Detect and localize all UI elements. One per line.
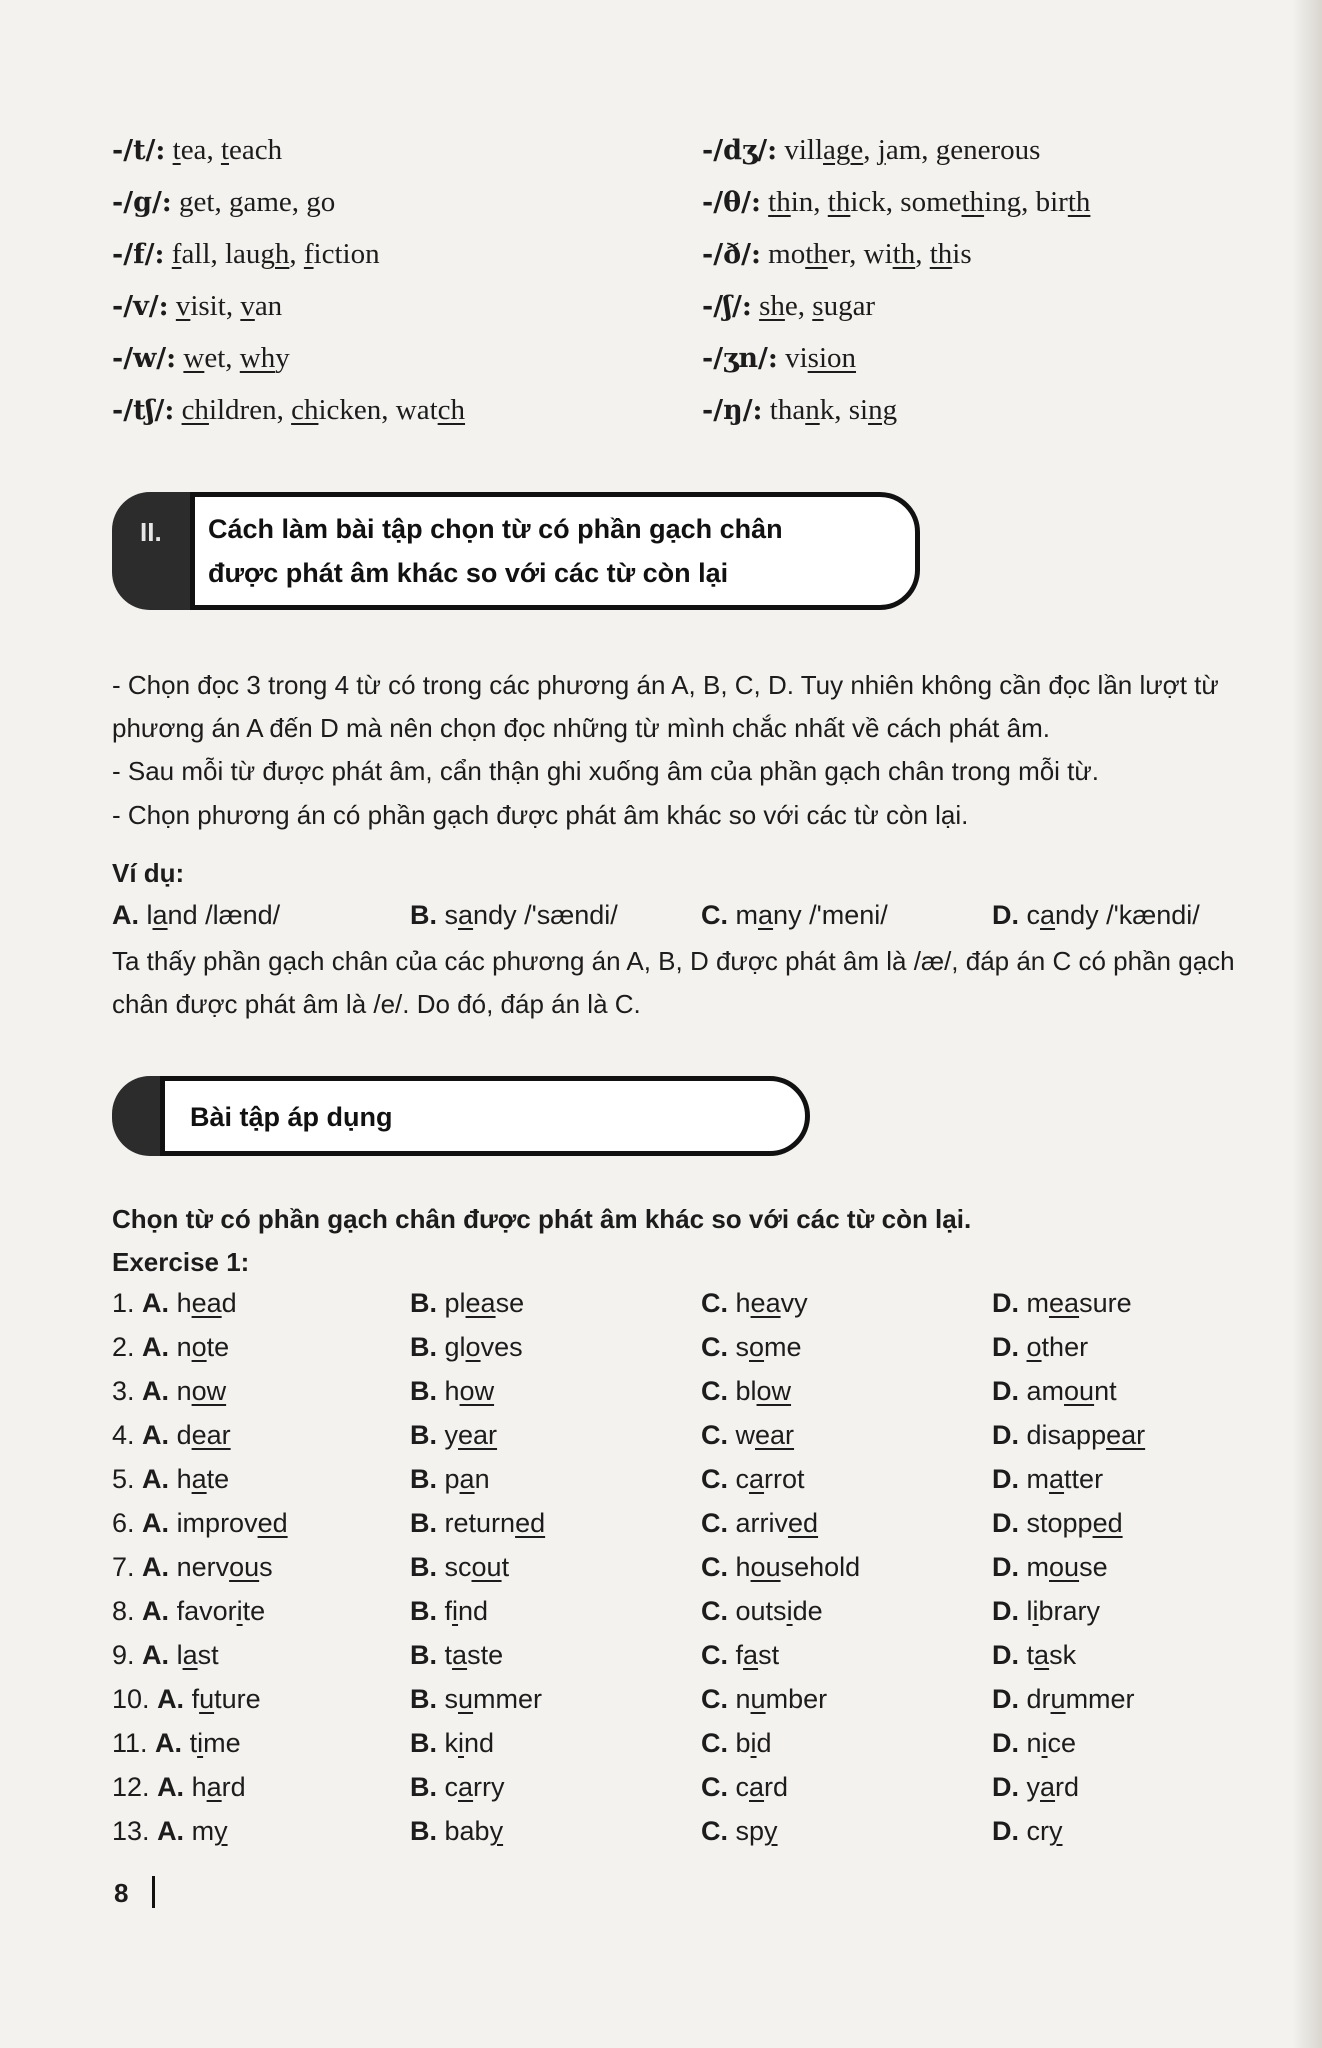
answer-option: D. library — [992, 1596, 1101, 1626]
option-letter: D. — [992, 900, 1019, 930]
phonetic-row — [702, 132, 1040, 169]
task-instruction: Chọn từ có phần gạch chân được phát âm khác so với các từ còn lại. — [112, 1204, 972, 1234]
question-row — [112, 1332, 1212, 1372]
underlined-part: ed — [515, 1508, 546, 1538]
option-letter: D. — [992, 1508, 1019, 1538]
example-label: Ví dụ: — [112, 858, 185, 888]
underlined-part: a — [758, 900, 774, 930]
question-number: 10. — [112, 1684, 150, 1714]
question-number: 11. — [112, 1728, 148, 1758]
underlined-part: ch — [437, 394, 466, 426]
underlined-part: th — [929, 238, 953, 270]
underlined-part: y — [764, 1816, 778, 1846]
option-letter: A. — [155, 1728, 183, 1758]
answer-option: D. nice — [992, 1728, 1077, 1758]
question-row — [112, 1640, 1212, 1680]
option-letter: A. — [142, 1464, 170, 1494]
underlined-part: sion — [807, 342, 857, 374]
option-letter: D. — [992, 1684, 1019, 1714]
option-letter: D. — [992, 1464, 1019, 1494]
question-number: 1. — [112, 1288, 135, 1318]
option-letter: C. — [701, 1640, 728, 1670]
underlined-part: sh — [759, 290, 785, 322]
example-options — [112, 900, 1212, 940]
question-row — [112, 1772, 1212, 1812]
example-option: A. land /lænd/ — [112, 900, 281, 930]
option-letter: B. — [410, 1420, 437, 1450]
question-row — [112, 1816, 1212, 1856]
underlined-part: y — [489, 1816, 504, 1846]
example-option: B. sandy /'sændi/ — [410, 900, 618, 930]
option-letter: B. — [410, 900, 437, 930]
answer-option: D. cry — [992, 1816, 1063, 1846]
answer-option: 10. A. future — [112, 1684, 261, 1714]
answer-option: B. scout — [410, 1552, 510, 1582]
underlined-part: ch — [291, 394, 319, 426]
option-letter: D. — [992, 1552, 1019, 1582]
question-row — [112, 1728, 1212, 1768]
option-letter: D. — [992, 1816, 1019, 1846]
underlined-part: ea — [465, 1288, 496, 1318]
answer-option: 7. A. nervous — [112, 1552, 273, 1582]
underlined-part: gh — [260, 238, 290, 270]
section-number: II. — [140, 517, 162, 547]
answer-option: B. find — [410, 1596, 489, 1626]
option-letter: A. — [142, 1640, 170, 1670]
answer-option: 13. A. my — [112, 1816, 228, 1846]
answer-option: C. heavy — [701, 1288, 808, 1318]
phonetic-examples: village, jam, generous — [784, 134, 1041, 166]
option-letter: B. — [410, 1508, 437, 1538]
answer-option: C. fast — [701, 1640, 780, 1670]
phonetic-examples: she, sugar — [759, 290, 876, 322]
instruction-3: - Chọn phương án có phần gạch được phát âm khác so với các từ còn lại. — [112, 800, 969, 830]
underlined-part: u — [750, 1684, 766, 1714]
option-letter: A. — [142, 1288, 170, 1318]
option-letter: D. — [992, 1420, 1019, 1450]
option-letter: B. — [410, 1684, 437, 1714]
option-letter: C. — [701, 1332, 728, 1362]
option-letter: D. — [992, 1288, 1019, 1318]
answer-option: D. measure — [992, 1288, 1132, 1318]
option-letter: C. — [701, 1508, 728, 1538]
answer-option: 6. A. improved — [112, 1508, 288, 1538]
underlined-part: a — [459, 1464, 475, 1494]
option-letter: B. — [410, 1640, 437, 1670]
option-letter: D. — [992, 1772, 1019, 1802]
underlined-part: f — [171, 238, 182, 270]
answer-option: B. gloves — [410, 1332, 523, 1362]
answer-option: 12. A. hard — [112, 1772, 246, 1802]
answer-option: B. carry — [410, 1772, 505, 1802]
underlined-part: v — [175, 290, 191, 322]
instruction-2: - Sau mỗi từ được phát âm, cẩn thận ghi xuống âm của phần gạch chân trong mỗi từ. — [112, 756, 1100, 786]
option-letter: A. — [142, 1332, 170, 1362]
answer-option: 2. A. note — [112, 1332, 230, 1362]
underlined-part: a — [452, 1640, 468, 1670]
phonetic-row — [702, 236, 972, 273]
answer-option: C. carrot — [701, 1464, 805, 1494]
option-letter: B. — [410, 1464, 437, 1494]
underlined-part: j — [877, 134, 886, 166]
answer-option: 3. A. now — [112, 1376, 227, 1406]
option-letter: B. — [410, 1772, 437, 1802]
question-row — [112, 1376, 1212, 1416]
phonetic-row — [112, 236, 380, 273]
option-letter: C. — [701, 1728, 728, 1758]
answer-option: B. baby — [410, 1816, 504, 1846]
underlined-part: ou — [1064, 1376, 1095, 1406]
answer-option: B. pan — [410, 1464, 490, 1494]
question-number: 9. — [112, 1640, 135, 1670]
underlined-part: u — [458, 1684, 474, 1714]
underlined-part: y — [1049, 1816, 1063, 1846]
underlined-part: ou — [471, 1552, 502, 1582]
underlined-part: i — [458, 1728, 465, 1758]
phonetic-examples: get, game, go — [179, 186, 336, 218]
underlined-part: age — [823, 134, 864, 166]
underlined-part: ed — [1092, 1508, 1123, 1538]
option-letter: A. — [157, 1684, 185, 1714]
option-letter: A. — [142, 1552, 170, 1582]
answer-option: C. wear — [701, 1420, 795, 1450]
phonetic-examples: children, chicken, watch — [181, 394, 466, 426]
question-number: 5. — [112, 1464, 135, 1494]
phonetic-examples: thin, thick, something, birth — [768, 186, 1091, 218]
question-row — [112, 1596, 1212, 1636]
underlined-part: ear — [1106, 1420, 1146, 1450]
phonetic-row — [112, 184, 335, 221]
underlined-part: a — [1040, 900, 1056, 930]
option-letter: D. — [992, 1728, 1019, 1758]
exercise-title: Exercise 1: — [112, 1247, 250, 1277]
answer-option: D. yard — [992, 1772, 1080, 1802]
underlined-part: i — [197, 1728, 204, 1758]
option-letter: C. — [701, 1684, 728, 1714]
phonetic-symbol: -/ʃ/: — [702, 291, 752, 322]
underlined-part: ear — [755, 1420, 795, 1450]
underlined-part: th — [768, 186, 791, 218]
question-row — [112, 1288, 1212, 1328]
answer-option: B. returned — [410, 1508, 546, 1538]
phonetic-symbol: -/t/: — [112, 135, 166, 166]
phonetic-symbol: -/ð/: — [702, 239, 761, 270]
phonetic-symbol: -/f/: — [112, 239, 165, 270]
underlined-part: g — [179, 186, 194, 218]
question-number: 2. — [112, 1332, 135, 1362]
phonetic-symbol: -/dʒ/: — [702, 135, 778, 166]
underlined-part: a — [1034, 1640, 1050, 1670]
answer-option: 4. A. dear — [112, 1420, 231, 1450]
section-title-line1: Cách làm bài tập chọn từ có phần gạch chân — [208, 514, 783, 544]
underlined-part: u — [199, 1684, 215, 1714]
answer-option: C. some — [701, 1332, 802, 1362]
underlined-part: t — [172, 134, 181, 166]
phonetic-symbol: -/w/: — [112, 343, 177, 374]
underlined-part: ow — [459, 1376, 495, 1406]
example-option: C. many /'meni/ — [701, 900, 888, 930]
answer-option: D. disappear — [992, 1420, 1146, 1450]
page-number: 8 — [114, 1878, 129, 1908]
underlined-part: a — [458, 900, 474, 930]
option-letter: A. — [142, 1508, 170, 1538]
underlined-part: i — [750, 1728, 757, 1758]
answer-option: B. taste — [410, 1640, 504, 1670]
underlined-part: i — [786, 1596, 793, 1626]
question-number: 13. — [112, 1816, 150, 1846]
question-row — [112, 1684, 1212, 1724]
phonetic-symbol: -/ŋ/: — [702, 395, 763, 426]
phonetic-examples: mother, with, this — [768, 238, 972, 270]
option-letter: C. — [701, 1288, 728, 1318]
option-letter: C. — [701, 1772, 728, 1802]
answer-option: B. year — [410, 1420, 498, 1450]
underlined-part: ch — [181, 394, 209, 426]
answer-option: C. bid — [701, 1728, 772, 1758]
underlined-part: a — [1040, 1772, 1056, 1802]
option-letter: D. — [992, 1596, 1019, 1626]
underlined-part: i — [452, 1596, 459, 1626]
question-number: 7. — [112, 1552, 135, 1582]
answer-option: B. how — [410, 1376, 495, 1406]
example-explanation: Ta thấy phần gạch chân của các phương án A, B, D được phát âm là /æ/, đáp án C có phần gạch chân được phát âm là /e/. Do đó, đáp án là C. — [112, 946, 1235, 1019]
phonetic-examples: fall, laugh, fiction — [171, 238, 380, 270]
underlined-part: th — [805, 238, 828, 270]
phonetic-symbol: -/tʃ/: — [112, 395, 175, 426]
answer-option: D. amount — [992, 1376, 1117, 1406]
underlined-part: i — [1041, 1728, 1048, 1758]
underlined-part: th — [892, 238, 916, 270]
phonetic-row — [702, 288, 875, 325]
phonetic-examples: vision — [785, 342, 857, 374]
underlined-part: ear — [191, 1420, 231, 1450]
underlined-part: ed — [788, 1508, 819, 1538]
underlined-part: ou — [750, 1552, 781, 1582]
phonetic-row — [112, 288, 282, 325]
underlined-part: a — [749, 1772, 765, 1802]
underlined-part: ea — [750, 1288, 781, 1318]
instruction-1: - Chọn đọc 3 trong 4 từ có trong các phương án A, B, C, D. Tuy nhiên không cần đọc lần lượt từ phương án A đến D mà nên chọn đọc những từ mình chắc nhất về cách phát âm. — [112, 670, 1219, 743]
phonetic-symbol: -/ʒn/: — [702, 343, 778, 374]
answer-option: D. mouse — [992, 1552, 1108, 1582]
answer-option: 5. A. hate — [112, 1464, 230, 1494]
underlined-part: ea — [191, 1288, 222, 1318]
answer-option: 1. A. head — [112, 1288, 237, 1318]
question-row — [112, 1508, 1212, 1548]
answer-option: B. please — [410, 1288, 525, 1318]
option-letter: A. — [112, 900, 139, 930]
answer-option: D. other — [992, 1332, 1089, 1362]
option-letter: A. — [142, 1376, 170, 1406]
phonetic-row — [702, 184, 1090, 221]
option-letter: C. — [701, 1816, 728, 1846]
option-letter: C. — [701, 900, 728, 930]
phonetic-symbol: -/v/: — [112, 291, 169, 322]
underlined-part: a — [206, 1772, 222, 1802]
answer-option: B. kind — [410, 1728, 495, 1758]
answer-option: D. stopped — [992, 1508, 1123, 1538]
answer-option: 9. A. last — [112, 1640, 219, 1670]
example-option: D. candy /'kændi/ — [992, 900, 1200, 930]
underlined-part: ou — [1049, 1552, 1080, 1582]
answer-option: D. drummer — [992, 1684, 1135, 1714]
option-letter: C. — [701, 1376, 728, 1406]
answer-option: C. number — [701, 1684, 828, 1714]
option-letter: B. — [410, 1552, 437, 1582]
underlined-part: ow — [191, 1376, 227, 1406]
practice-heading-title: Bài tập áp dụng — [190, 1102, 393, 1132]
option-letter: A. — [142, 1420, 170, 1450]
option-letter: B. — [410, 1376, 437, 1406]
phonetic-examples: thank, sing — [769, 394, 898, 426]
question-row — [112, 1552, 1212, 1592]
underlined-part: t — [220, 134, 229, 166]
option-letter: D. — [992, 1376, 1019, 1406]
question-number: 12. — [112, 1772, 150, 1802]
option-letter: A. — [157, 1816, 185, 1846]
underlined-part: g — [306, 186, 321, 218]
underlined-part: g — [228, 186, 244, 218]
answer-option: 11. A. time — [112, 1728, 241, 1758]
underlined-part: u — [1050, 1684, 1066, 1714]
option-letter: C. — [701, 1596, 728, 1626]
underlined-part: y — [214, 1816, 228, 1846]
underlined-part: a — [191, 1464, 207, 1494]
answer-option: 8. A. favorite — [112, 1596, 266, 1626]
underlined-part: s — [812, 290, 824, 322]
underlined-part: ed — [257, 1508, 288, 1538]
phonetic-examples: visit, van — [175, 290, 283, 322]
answer-option: D. task — [992, 1640, 1077, 1670]
phonetic-examples: wet, why — [183, 342, 290, 374]
phonetic-row — [112, 132, 282, 169]
answer-option: C. spy — [701, 1816, 778, 1846]
underlined-part: g — [935, 134, 951, 166]
underlined-part: o — [749, 1332, 765, 1362]
phonetic-row — [112, 340, 290, 377]
underlined-part: ng — [868, 394, 898, 426]
underlined-part: th — [827, 186, 851, 218]
option-letter: A. — [142, 1596, 170, 1626]
underlined-part: f — [303, 238, 314, 270]
phonetic-row — [112, 392, 465, 429]
answer-option: C. card — [701, 1772, 789, 1802]
question-number: 3. — [112, 1376, 135, 1406]
underlined-part: th — [961, 186, 985, 218]
underlined-part: o — [465, 1332, 481, 1362]
underlined-part: ow — [756, 1376, 792, 1406]
option-letter: C. — [701, 1420, 728, 1450]
question-row — [112, 1420, 1212, 1460]
option-letter: B. — [410, 1728, 437, 1758]
phonetic-symbol: -/g/: — [112, 187, 172, 218]
answer-option: C. arrived — [701, 1508, 819, 1538]
option-letter: A. — [157, 1772, 185, 1802]
underlined-part: a — [458, 1772, 474, 1802]
option-letter: C. — [701, 1552, 728, 1582]
underlined-part: n — [805, 394, 820, 426]
option-letter: B. — [410, 1332, 437, 1362]
underlined-part: o — [1026, 1332, 1042, 1362]
option-letter: B. — [410, 1596, 437, 1626]
answer-option: C. household — [701, 1552, 861, 1582]
underlined-part: w — [183, 342, 205, 374]
option-letter: C. — [701, 1464, 728, 1494]
phonetic-examples: tea, teach — [172, 134, 283, 166]
underlined-part: i — [1032, 1596, 1039, 1626]
page-number-divider — [152, 1876, 155, 1908]
underlined-part: a — [743, 1640, 759, 1670]
underlined-part: v — [240, 290, 255, 322]
question-number: 4. — [112, 1420, 135, 1450]
page-edge-shadow — [1292, 0, 1322, 2048]
underlined-part: o — [191, 1332, 207, 1362]
question-row — [112, 1464, 1212, 1504]
underlined-part: a — [182, 1640, 198, 1670]
underlined-part: th — [1067, 186, 1091, 218]
phonetic-symbol: -/θ/: — [702, 187, 761, 218]
option-letter: B. — [410, 1288, 437, 1318]
answer-option: D. matter — [992, 1464, 1104, 1494]
option-letter: D. — [992, 1640, 1019, 1670]
underlined-part: wh — [239, 342, 276, 374]
question-number: 8. — [112, 1596, 135, 1626]
answer-option: C. outside — [701, 1596, 823, 1626]
underlined-part: a — [749, 1464, 765, 1494]
underlined-part: ou — [229, 1552, 260, 1582]
underlined-part: ear — [458, 1420, 498, 1450]
phonetic-row — [702, 340, 856, 377]
option-letter: B. — [410, 1816, 437, 1846]
section-title-line2: được phát âm khác so với các từ còn lại — [208, 558, 729, 588]
option-letter: D. — [992, 1332, 1019, 1362]
underlined-part: i — [236, 1596, 243, 1626]
underlined-part: a — [152, 900, 168, 930]
underlined-part: a — [1049, 1464, 1065, 1494]
answer-option: B. summer — [410, 1684, 543, 1714]
underlined-part: ea — [1049, 1288, 1080, 1318]
phonetic-row — [702, 392, 897, 429]
question-number: 6. — [112, 1508, 135, 1538]
answer-option: C. blow — [701, 1376, 792, 1406]
